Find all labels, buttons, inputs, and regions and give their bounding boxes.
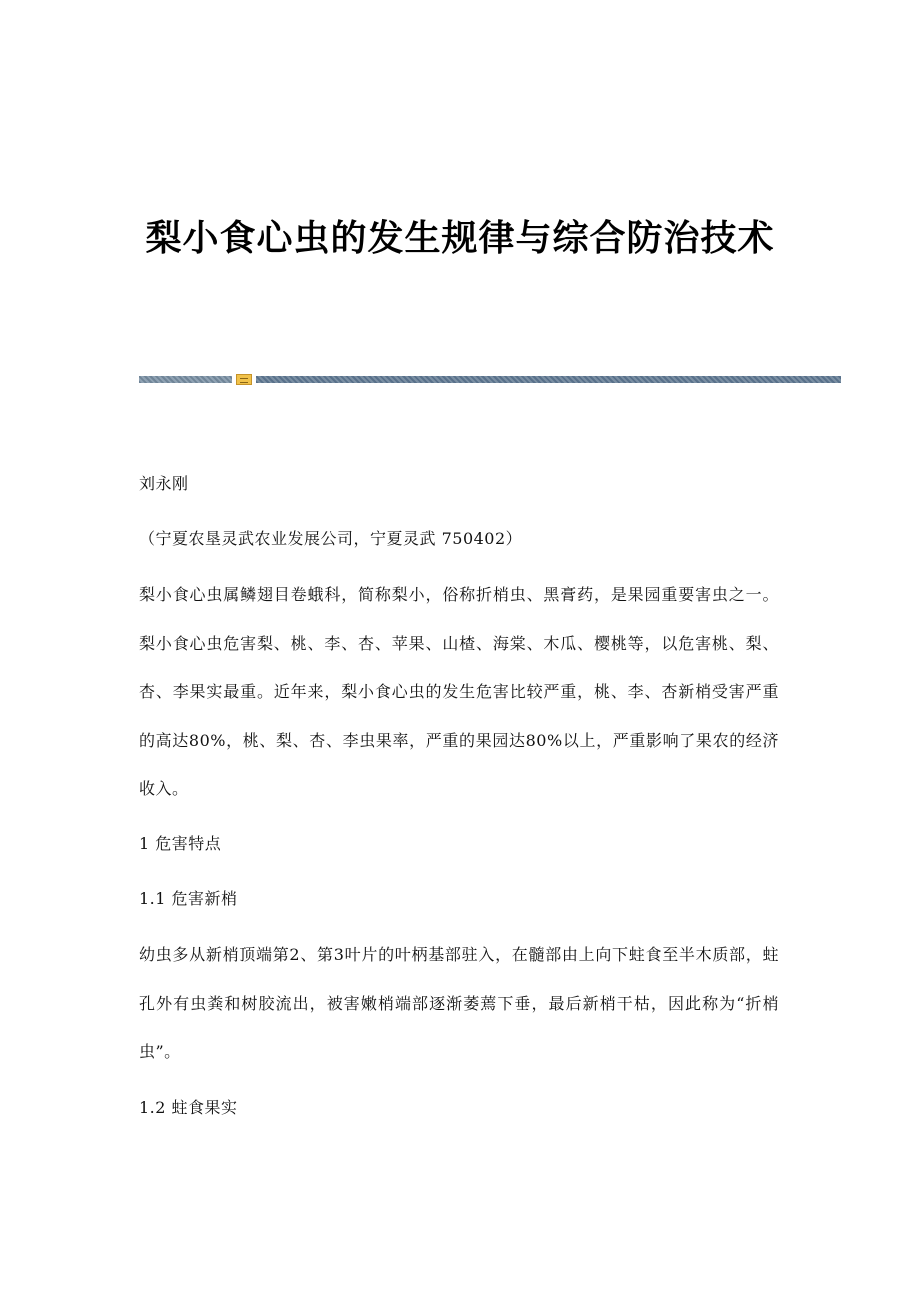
section-heading-1: 1 危害特点 [139,834,222,853]
title-divider [139,374,841,384]
page-title: 梨小食心虫的发生规律与综合防治技术 [145,217,775,259]
affiliation: （宁夏农垦灵武农业发展公司，宁夏灵武 750402） [139,529,523,548]
intro-paragraph: 梨小食心虫属鳞翅目卷蛾科，简称梨小，俗称折梢虫、黑膏药，是果园重要害虫之一。梨小食心虫危害梨、桃、李、杏、苹果、山楂、海棠、木瓜、樱桃等，以危害桃、梨、杏、李果实最重。近年来，梨小食心虫的发生危害比较严重，桃、李、杏新梢受害严重的高达80%，桃、梨、杏、李虫果率，严重的果园达80%以上，严重影响了果农的经济收入。 [139,585,779,798]
divider-bar-left [139,376,232,383]
section-1-1-paragraph: 幼虫多从新梢顶端第2、第3叶片的叶柄基部驻入，在髓部由上向下蛀食至半木质部，蛀孔外有虫粪和树胶流出，被害嫩梢端部逐渐萎蔫下垂，最后新梢干枯，因此称为“折梢虫”。 [139,945,779,1061]
section-heading-1-1: 1.1 危害新梢 [139,889,238,908]
author: 刘永刚 [139,474,189,493]
divider-bar-right [256,376,841,383]
divider-ornament-icon [236,374,252,385]
section-heading-1-2: 1.2 蛀食果实 [139,1098,238,1117]
